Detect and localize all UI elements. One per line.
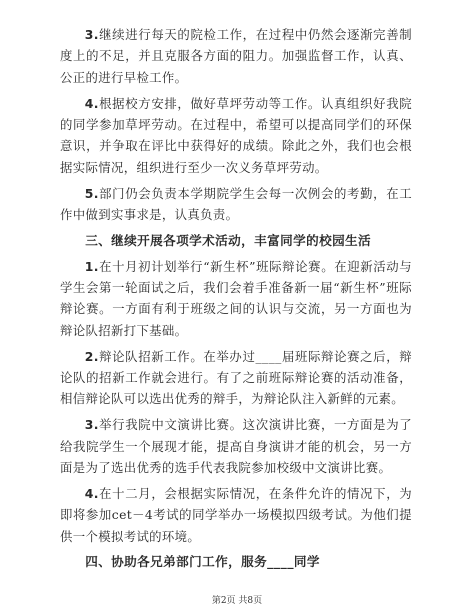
- item-number: 2.: [84, 348, 99, 364]
- item-text: 辩论队招新工作。在举办过____届班际辩论赛之后，辩论队的招新工作就会进行。有了之前班际辩论赛的活动准备，相信辩论队可以选出优秀的辩手，为辩论队注入新鲜的元素。: [60, 348, 412, 407]
- item-text: 部门仍会负责本学期院学生会每一次例会的考勤，在工作中做到实事求是，认真负责。: [60, 185, 412, 223]
- item-text: 根据校方安排，做好草坪劳动等工作。认真组织好我院的同学参加草坪劳动。在过程中，希望可以提高同学们的环保意识，并争取在评比中获得好的成绩。除此之外，我们也会根据实际情况，组织进行至少一次义务草坪劳动。: [60, 95, 412, 175]
- paragraph-item: [60, 346, 412, 410]
- paragraph-item: [60, 183, 412, 226]
- document-body: [60, 24, 412, 577]
- section-heading-3: 三、继续开展各项学术活动，丰富同学的校园生活: [85, 232, 372, 248]
- item-number: 4.: [84, 95, 99, 111]
- item-text: 继续进行每天的院检工作，在过程中仍然会逐渐完善制度上的不足，并且克服各方面的阻力。加强监督工作，认真、公正的进行早检工作。: [60, 27, 412, 85]
- item-number: 3.: [84, 417, 99, 433]
- paragraph-item: [60, 414, 412, 478]
- section-heading-4: 四、协助各兄弟部门工作，服务____同学: [85, 554, 320, 570]
- item-number: 4.: [84, 485, 99, 501]
- item-text: 在十月初计划举行“新生杯”班际辩论赛。在迎新活动与学生会第一轮面试之后，我们会着手准备新一届“新生杯”班际辩论赛。一方面有利于班级之间的认识与交流，另一方面也为辩论队招新打下基础。: [60, 258, 412, 338]
- item-number: 5.: [84, 185, 99, 201]
- item-number: 3.: [84, 27, 99, 42]
- paragraph-item: [60, 256, 412, 342]
- item-text: 在十二月，会根据实际情况，在条件允许的情况下，为即将参加cet－4考试的同学举办一场模拟四级考试。为他们提供一个模拟考试的环境。: [60, 485, 412, 544]
- paragraph-item: [60, 24, 412, 88]
- paragraph-item: [60, 483, 412, 547]
- item-text: 举行我院中文演讲比赛。这次演讲比赛，一方面是为了给我院学生一个展现才能，提高自身演讲才能的机会，另一方面是为了选出优秀的选手代表我院参加校级中文演讲比赛。: [60, 417, 412, 476]
- paragraph-item: [60, 93, 412, 179]
- item-number: 1.: [84, 258, 99, 274]
- page-footer: 第2页 共8页: [211, 596, 263, 606]
